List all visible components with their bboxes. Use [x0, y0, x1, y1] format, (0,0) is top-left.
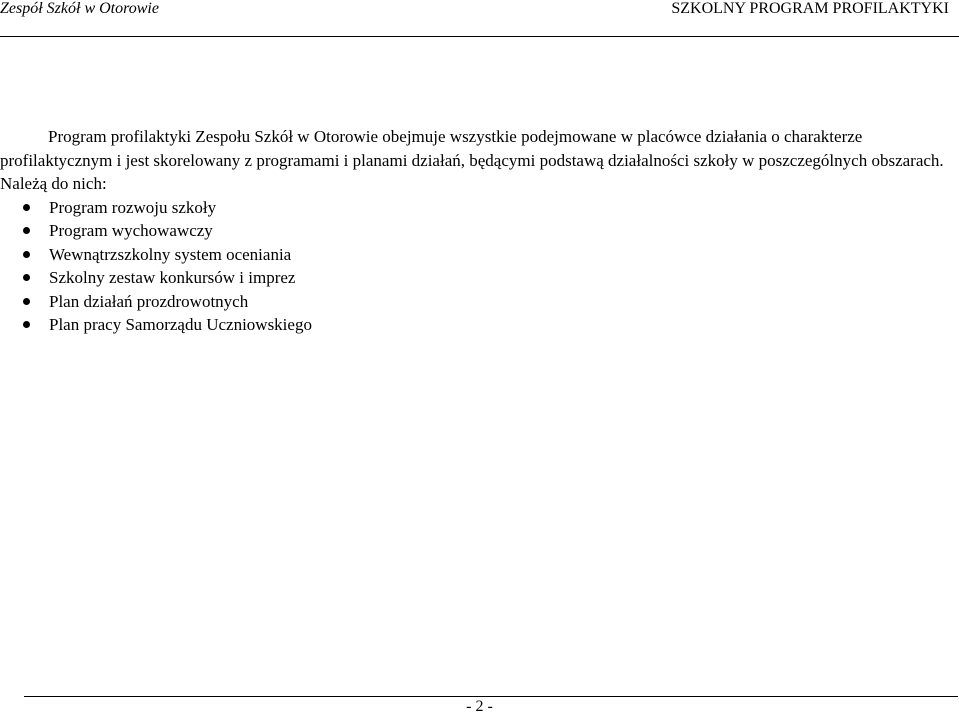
list-item	[0, 196, 950, 220]
bullet-icon	[23, 274, 30, 281]
bullet-icon	[23, 227, 30, 234]
list-item	[0, 313, 950, 337]
page-number: - 2 -	[466, 698, 493, 715]
bullet-icon	[23, 204, 30, 211]
list-item-text: Plan pracy Samorządu Uczniowskiego	[49, 315, 312, 334]
header-document-title: SZKOLNY PROGRAM PROFILAKTYKI	[671, 0, 949, 17]
program-list	[0, 196, 950, 337]
list-item-text: Szkolny zestaw konkursów i imprez	[49, 268, 296, 287]
intro-paragraph: Program profilaktyki Zespołu Szkół w Otorowie obejmuje wszystkie podejmowane w placówce działania o charakterze profilaktycznym i jest skorelowany z programami i planami działań, będącymi podstawą działalności szkoły w poszczególnych obszarach. Należą do nich:	[0, 127, 944, 193]
list-item-text: Plan działań prozdrowotnych	[49, 291, 249, 311]
bullet-icon	[23, 298, 30, 305]
list-item	[0, 290, 950, 314]
list-item-text: Program wychowawczy	[49, 221, 213, 240]
header-school-name: Zespół Szkół w Otorowie	[0, 0, 159, 17]
bullet-icon	[23, 251, 30, 258]
list-item-text: Program rozwoju szkoły	[49, 197, 217, 217]
footer-divider	[24, 696, 958, 697]
list-item	[0, 243, 950, 267]
document-body	[0, 125, 950, 337]
list-item	[0, 219, 950, 243]
list-item-text: Wewnątrzszkolny system oceniania	[49, 244, 292, 264]
bullet-icon	[23, 321, 30, 328]
list-item	[0, 266, 950, 290]
page-header	[0, 0, 959, 37]
